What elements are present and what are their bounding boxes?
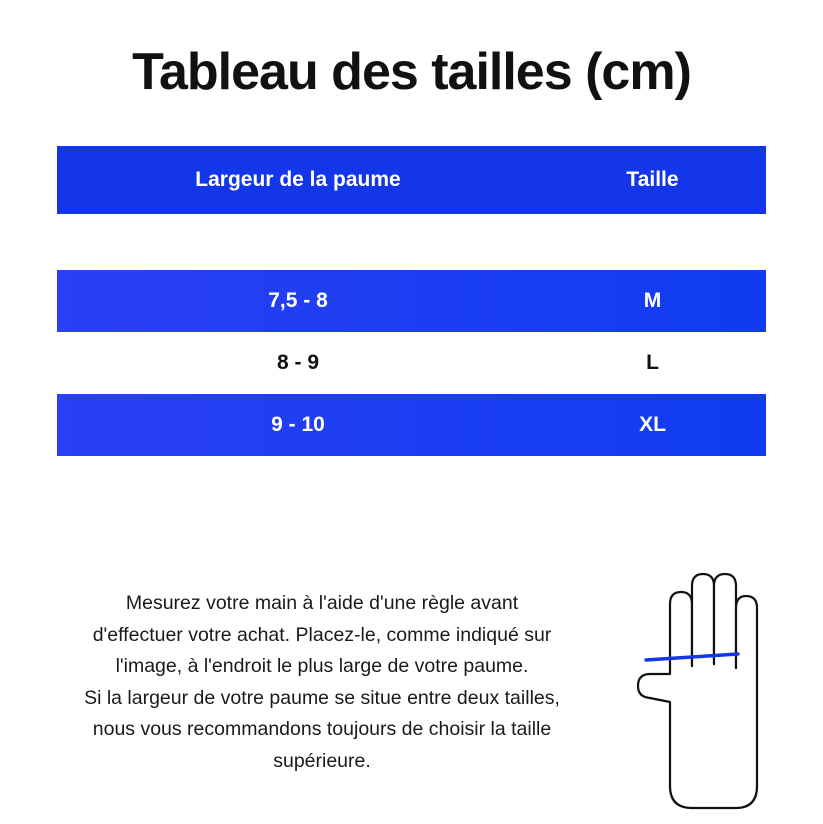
- instructions-line: Si la largeur de votre paume se situe entre deux tailles,: [84, 686, 560, 709]
- cell-measurement: 7,5 - 8: [268, 289, 328, 312]
- cell-size: L: [646, 351, 659, 374]
- table-row: [57, 270, 766, 332]
- table-row: [57, 394, 766, 456]
- instructions-line: l'image, à l'endroit le plus large de votre paume.: [115, 655, 529, 678]
- cell-size: XL: [639, 413, 666, 436]
- instructions-line: nous vous recommandons toujours de choisir la taille: [92, 718, 552, 741]
- size-table: [57, 146, 766, 456]
- cell-measurement: 9 - 10: [271, 413, 325, 436]
- hand-palm-icon: [614, 556, 814, 824]
- table-header-row: [57, 146, 766, 214]
- instructions-text: [24, 588, 620, 777]
- instructions-line: supérieure.: [273, 749, 371, 772]
- table-header-measurement: Largeur de la paume: [195, 168, 401, 191]
- hand-illustration: [614, 556, 814, 824]
- table-header-size: Taille: [626, 168, 679, 191]
- cell-size: M: [643, 289, 662, 312]
- instructions-line: d'effectuer votre achat. Placez-le, comme indiqué sur: [92, 623, 552, 646]
- instructions-line: Mesurez votre main à l'aide d'une règle avant: [125, 592, 519, 614]
- cell-measurement: 8 - 9: [276, 351, 320, 374]
- page-title: Tableau des tailles (cm): [132, 43, 691, 101]
- table-header-gap: [57, 214, 766, 270]
- table-row: [57, 332, 766, 394]
